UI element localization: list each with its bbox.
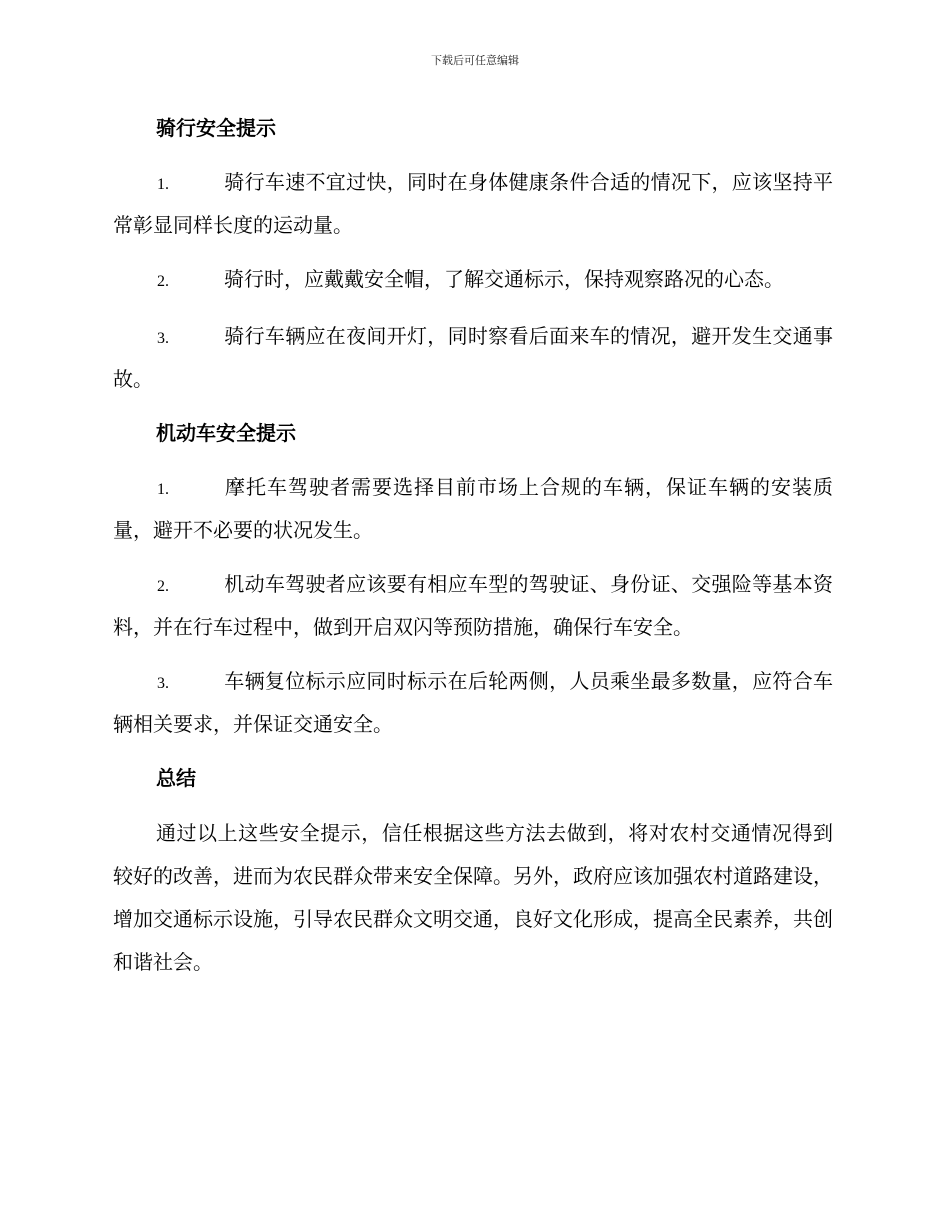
list-item	[113, 661, 833, 744]
list-item-number: 1.	[157, 481, 169, 498]
list-item-number: 3.	[157, 330, 169, 347]
section-heading-motor-vehicle: 机动车安全提示	[156, 421, 296, 445]
document-body	[113, 108, 833, 984]
list-item	[113, 564, 833, 647]
list-item	[113, 162, 833, 245]
list-item-text: 骑行时，应戴戴安全帽，了解交通标示，保持观察路况的心态。	[224, 267, 784, 291]
page-header: 下载后可任意编辑	[431, 54, 519, 67]
list-item-number: 1.	[157, 176, 169, 193]
section-heading-cycling: 骑行安全提示	[156, 116, 276, 140]
summary-paragraph: 通过以上这些安全提示，信任根据这些方法去做到，将对农村交通情况得到较好的改善，进而为农民群众带来安全保障。另外，政府应该加强农村道路建设，增加交通标示设施，引导农民群众文明交通，良好文化形成，提高全民素养，共创和谐社会。	[113, 821, 833, 974]
section-heading-summary: 总结	[156, 766, 196, 790]
list-item	[113, 259, 833, 302]
list-item-text: 机动车驾驶者应该要有相应车型的驾驶证、身份证、交强险等基本资料，并在行车过程中，做到开启双闪等预防措施，确保行车安全。	[113, 572, 833, 639]
list-item-text: 摩托车驾驶者需要选择目前市场上合规的车辆，保证车辆的安装质量，避开不必要的状况发生。	[113, 475, 833, 542]
list-item	[113, 467, 833, 550]
list-item-number: 2.	[157, 578, 169, 595]
list-item-text: 骑行车辆应在夜间开灯，同时察看后面来车的情况，避开发生交通事故。	[113, 324, 833, 391]
list-item-number: 3.	[157, 675, 169, 692]
list-item	[113, 316, 833, 399]
list-item-text: 骑行车速不宜过快，同时在身体健康条件合适的情况下，应该坚持平常彰显同样长度的运动量。	[113, 170, 833, 237]
list-item-number: 2.	[157, 273, 169, 290]
list-item-text: 车辆复位标示应同时标示在后轮两侧，人员乘坐最多数量，应符合车辆相关要求，并保证交通安全。	[113, 669, 833, 736]
